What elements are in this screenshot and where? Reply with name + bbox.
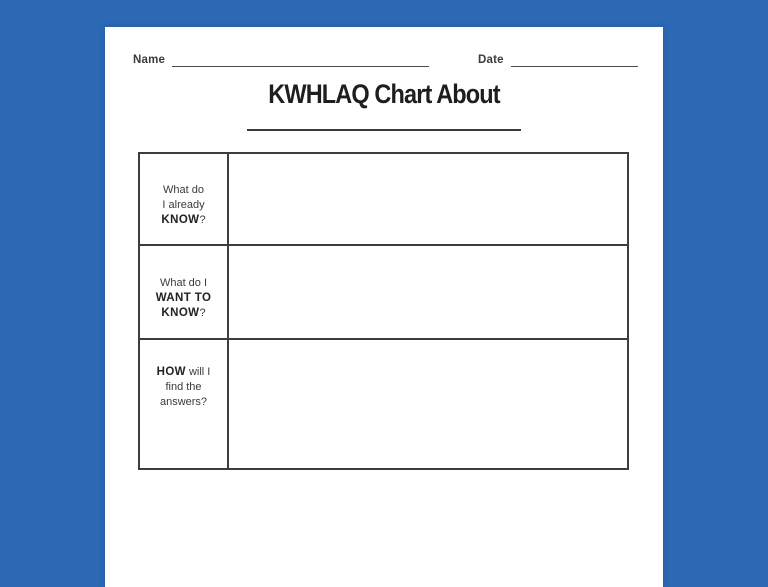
row-label-know: What do I already KNOW? [139, 153, 228, 245]
date-blank-line [511, 54, 638, 67]
kwhlaq-table [138, 152, 629, 470]
table-row-want-to-know [139, 245, 628, 339]
name-field [133, 53, 429, 67]
topic-blank-line [247, 129, 521, 131]
row-label-want-to-know: What do I WANT TO KNOW? [139, 245, 228, 339]
name-label: Name [133, 54, 166, 66]
table-row-how [139, 339, 628, 469]
answer-cell-know [228, 153, 628, 245]
row-label-how: HOW will I find the answers? [139, 339, 228, 469]
worksheet-title: KWHLAQ Chart About [268, 79, 500, 109]
name-blank-line [172, 54, 429, 67]
table-row-know [139, 153, 628, 245]
date-field [478, 53, 638, 67]
answer-cell-want-to-know [228, 245, 628, 339]
answer-cell-how [228, 339, 628, 469]
date-label: Date [478, 54, 504, 66]
worksheet-page [105, 27, 663, 587]
